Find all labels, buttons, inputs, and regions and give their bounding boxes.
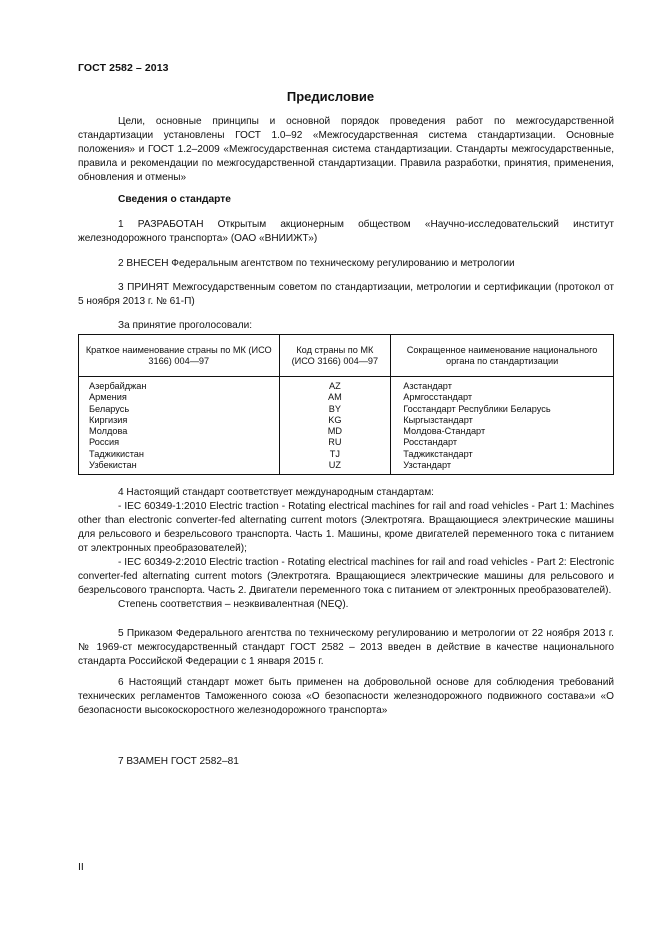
item-4 xyxy=(78,486,614,612)
item-4-standard-2: - IEC 60349-2:2010 Electric traction - Rotating electrical machines for rail and road vehicles - Part 2: Electronic converter-fed alternating current motors (Электротяга. Вращающиеся электрические машины для рельсового и безрельсового транспорта. Часть 2. Двигатели переменного тока с питанием от электронных преобразователей). xyxy=(78,557,614,596)
country-code: AZ xyxy=(279,377,391,393)
table-row xyxy=(79,449,614,460)
standards-body: Азстандарт xyxy=(391,377,614,393)
standards-body: Таджикстандарт xyxy=(391,449,614,460)
page-number: II xyxy=(78,861,84,873)
header-country: Краткое наименование страны по МК (ИСО 3166) 004—97 xyxy=(79,335,280,377)
document-code: ГОСТ 2582 – 2013 xyxy=(78,62,169,74)
table-row xyxy=(79,426,614,437)
intro-text: Цели, основные принципы и основной порядок проведения работ по межгосударственной стандартизации установлены ГОСТ 1.0–92 «Межгосударственная система стандартизации. Основные положения» и ГОСТ 1.2–2009 «Межгосударственная система стандартизации. Стандарты межгосударственные, правила и рекомендации по межгосударственной стандартизации. Правила разработки, принятия, применения, обновления и отмены» xyxy=(78,116,614,183)
item-1 xyxy=(78,218,614,246)
country-code: UZ xyxy=(279,460,391,475)
table-row xyxy=(79,437,614,448)
item-4-standard-1: - IEC 60349-1:2010 Electric traction - Rotating electrical machines for rail and road vehicles - Part 1: Machines other than electronic converter-fed alternating current motors (Электротяга. Вращающиеся электрические машины для рельсового и безрельсового транспорта. Часть 1. Машины, кроме двигателей переменного тока с питанием от электронных преобразователей); xyxy=(78,501,614,554)
intro-paragraph xyxy=(78,115,614,185)
table-row xyxy=(79,377,614,393)
country-name: Армения xyxy=(79,392,280,403)
item-6 xyxy=(78,676,614,718)
country-name: Киргизия xyxy=(79,415,280,426)
standard-info-heading: Сведения о стандарте xyxy=(118,194,231,205)
header-body: Сокращенное наименование национального органа по стандартизации xyxy=(391,335,614,377)
standards-body: Госстандарт Республики Беларусь xyxy=(391,404,614,415)
country-code: KG xyxy=(279,415,391,426)
country-name: Россия xyxy=(79,437,280,448)
item-1-text: 1 РАЗРАБОТАН Открытым акционерным обществом «Научно-исследовательский институт железнодорожного транспорта» (ОАО «ВНИИЖТ») xyxy=(78,219,614,244)
voting-table xyxy=(78,334,614,475)
table-row xyxy=(79,404,614,415)
country-name: Беларусь xyxy=(79,404,280,415)
country-name: Узбекистан xyxy=(79,460,280,475)
item-2 xyxy=(78,257,614,271)
item-6-text: 6 Настоящий стандарт может быть применен на добровольной основе для соблюдения требований технических регламентов Таможенного союза «О безопасности железнодорожного подвижного состава»и «О безопасности высокоскоростного железнодорожного транспорта» xyxy=(78,677,614,716)
country-code: RU xyxy=(279,437,391,448)
item-3-text: 3 ПРИНЯТ Межгосударственным советом по стандартизации, метрологии и сертификации (протокол от 5 ноября 2013 г. № 61-П) xyxy=(78,282,614,307)
item-3 xyxy=(78,281,614,309)
standards-body: Кыргызстандарт xyxy=(391,415,614,426)
table-row xyxy=(79,460,614,475)
section-title: Предисловие xyxy=(286,89,375,104)
table-row xyxy=(79,392,614,403)
country-name: Молдова xyxy=(79,426,280,437)
country-code: BY xyxy=(279,404,391,415)
item-2-text: 2 ВНЕСЕН Федеральным агентством по техническому регулированию и метрологии xyxy=(118,258,515,269)
voting-label: За принятие проголосовали: xyxy=(118,320,253,331)
standards-body: Армгосстандарт xyxy=(391,392,614,403)
item-5 xyxy=(78,627,614,669)
item-4-intro: 4 Настоящий стандарт соответствует международным стандартам: xyxy=(118,487,434,498)
standards-body: Узстандарт xyxy=(391,460,614,475)
item-4-degree: Степень соответствия – неэквивалентная (NEQ). xyxy=(118,599,349,610)
header-code: Код страны по МК (ИСО 3166) 004—97 xyxy=(279,335,391,377)
item-7-text: 7 ВЗАМЕН ГОСТ 2582–81 xyxy=(118,756,239,767)
item-5-text: 5 Приказом Федерального агентства по техническому регулированию и метрологии от 22 ноября 2013 г. № 1969-ст межгосударственный стандарт ГОСТ 2582 – 2013 введен в действие в качестве национального стандарта Российской Федерации с 1 января 2015 г. xyxy=(78,628,614,667)
standards-body: Молдова-Стандарт xyxy=(391,426,614,437)
country-name: Азербайджан xyxy=(79,377,280,393)
voting-table-header xyxy=(79,335,614,377)
country-code: AM xyxy=(279,392,391,403)
country-name: Таджикистан xyxy=(79,449,280,460)
country-code: MD xyxy=(279,426,391,437)
item-7 xyxy=(78,755,614,769)
country-code: TJ xyxy=(279,449,391,460)
table-row xyxy=(79,415,614,426)
standards-body: Росстандарт xyxy=(391,437,614,448)
